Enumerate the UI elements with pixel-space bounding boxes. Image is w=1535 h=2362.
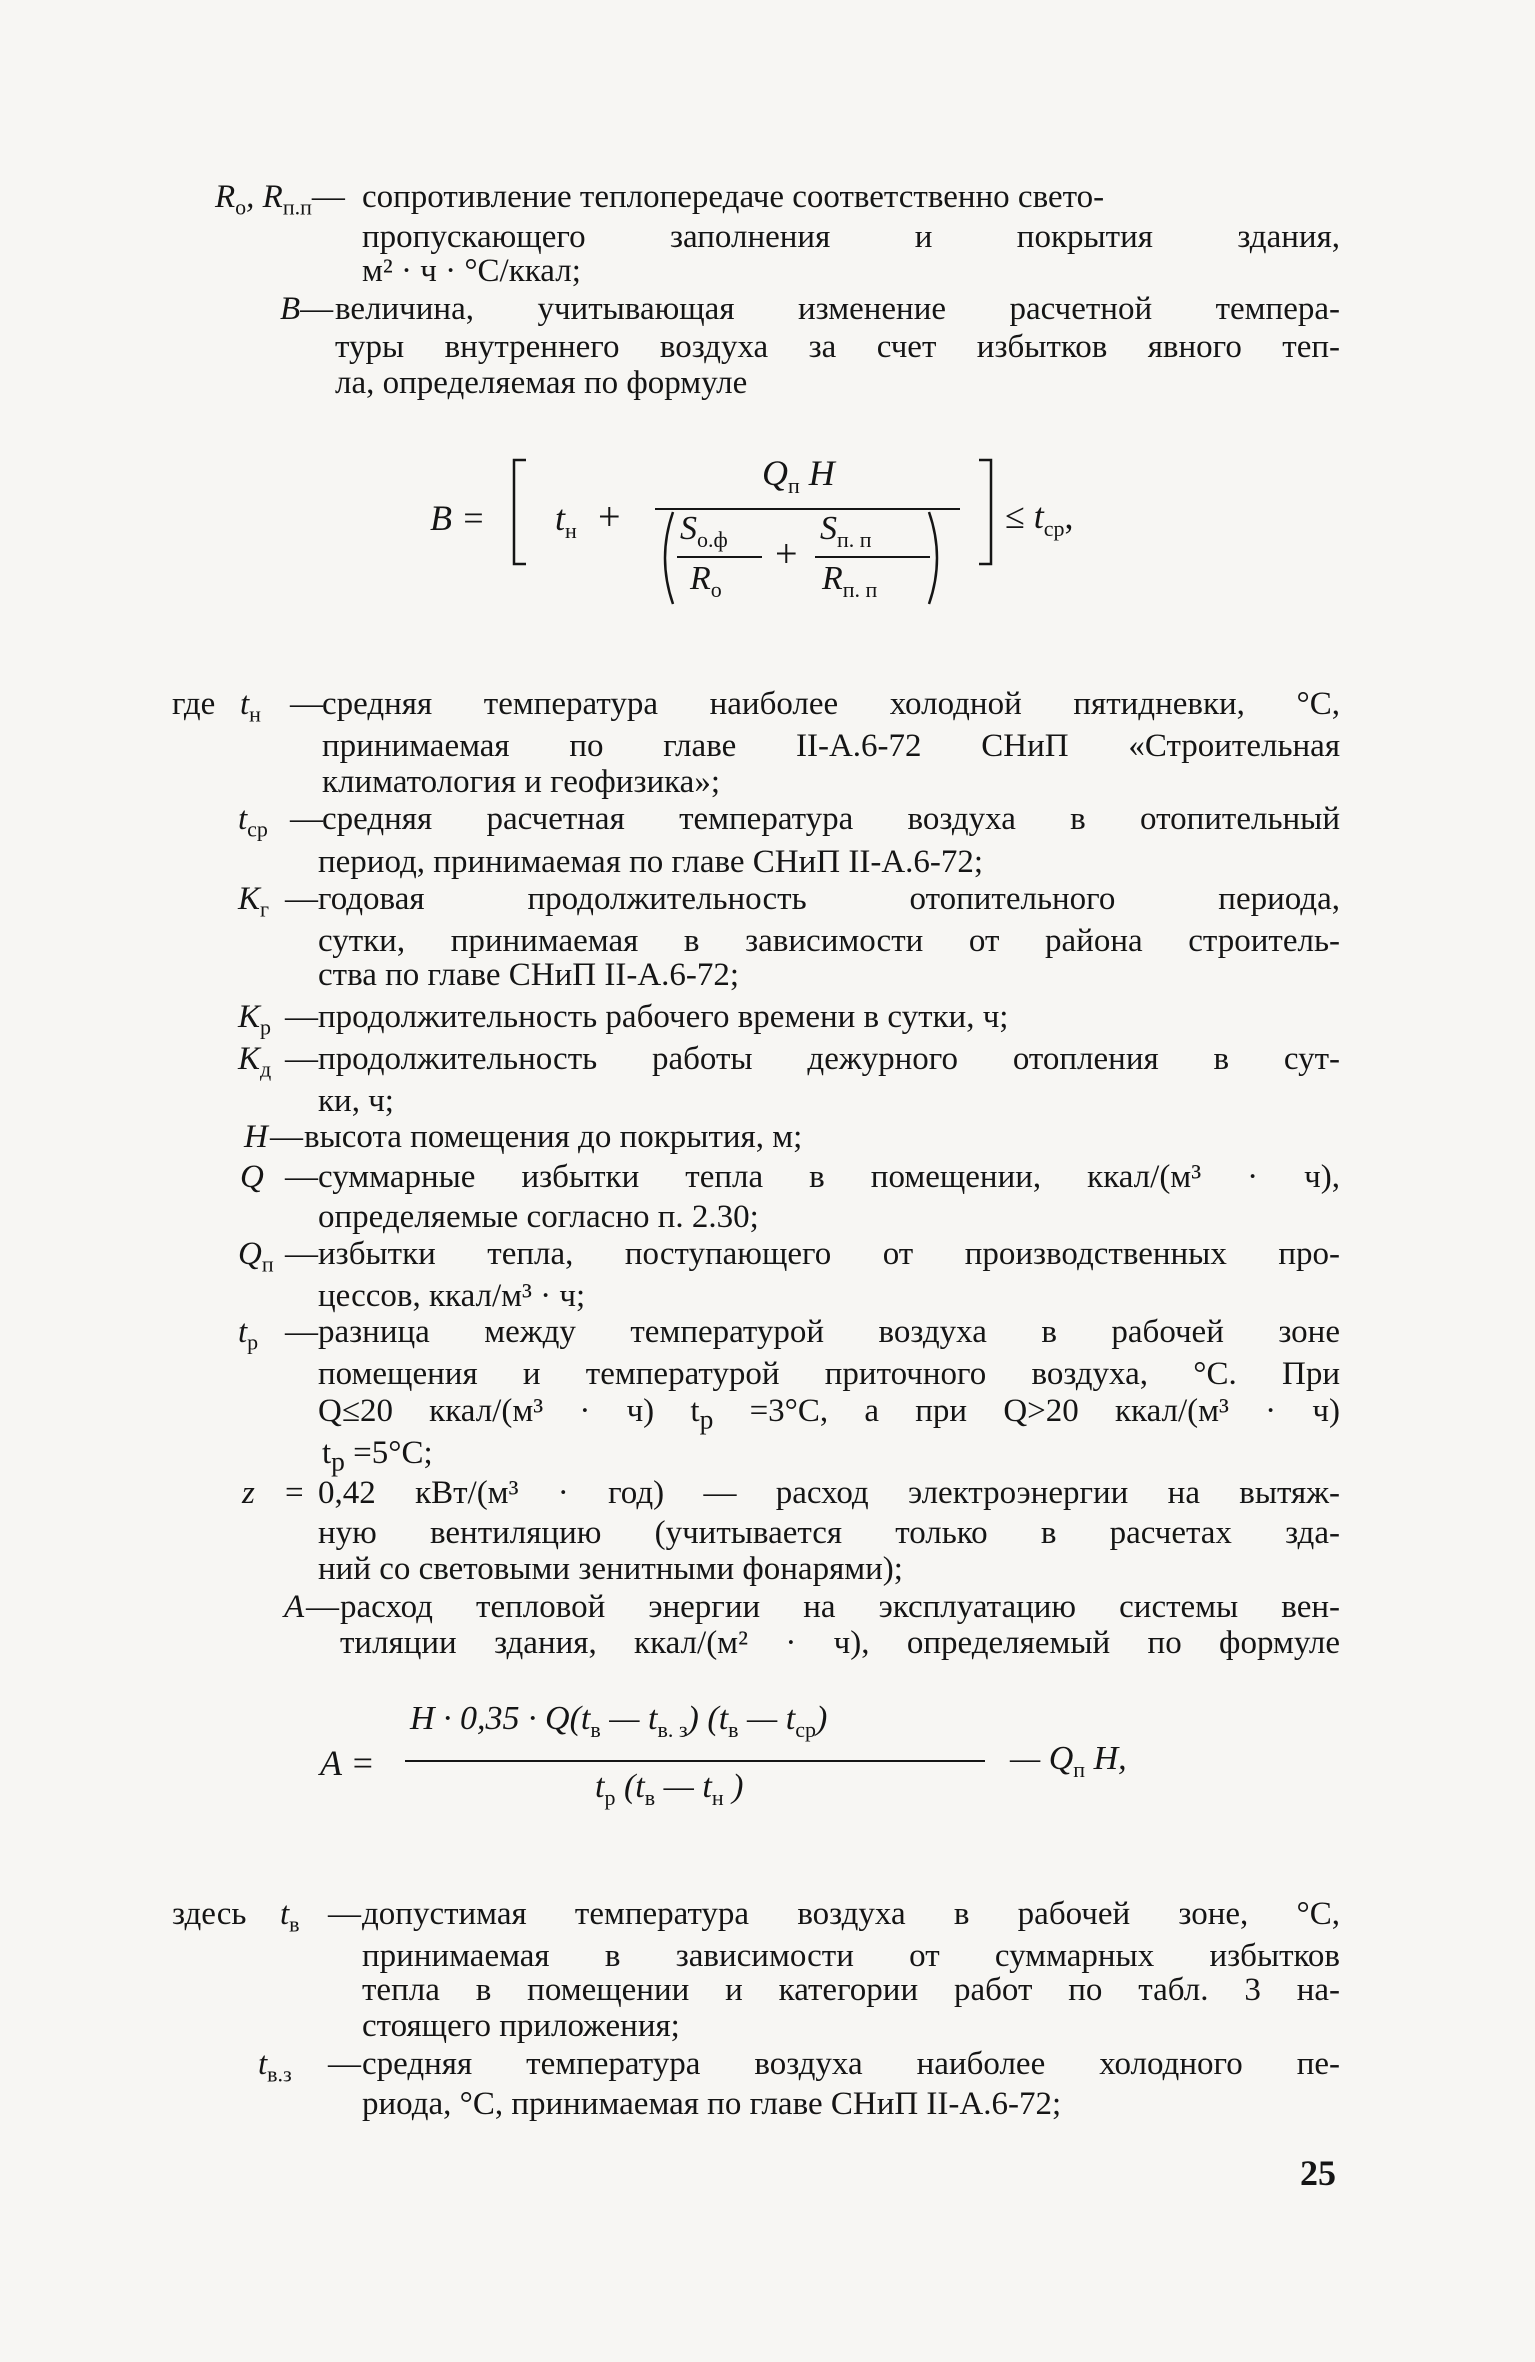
def-tcp-line: средняя расчетная температура воздуха в отопительный xyxy=(322,801,1340,837)
def-tr-line: помещения и температурой приточного воздуха, °С. При xyxy=(318,1356,1340,1392)
def-tr-line: разница между температурой воздуха в рабочей зоне xyxy=(318,1314,1340,1350)
formula-a-numerator: $H \cdot 0,35 \cdot Q(t_в$ — $t_{в. з}$) ($t_в$ — $t_{ср}$) xyxy=(410,1700,828,1742)
def-kr-dash: — xyxy=(285,999,318,1035)
def-a-line: расход тепловой энергии на эксплуатацию системы вен- xyxy=(340,1589,1340,1625)
formula-b-plus: + xyxy=(598,494,621,539)
def-tn-line: принимаемая по главе II-А.6-72 СНиП «Строительная xyxy=(322,728,1340,764)
def-kg-line: сутки, принимаемая в зависимости от района строитель- xyxy=(318,923,1340,959)
def-kg-line: годовая продолжительность отопительного периода, xyxy=(318,881,1340,917)
def-b-symbol: B— xyxy=(280,291,334,327)
def-z-line: ний со световыми зенитными фонарями); xyxy=(318,1551,903,1587)
def-kd-symbol: $K_д$ xyxy=(238,1041,272,1082)
def-r-symbols: $R_о$, $R_{п.п}—$ xyxy=(215,179,345,220)
def-tv-line: принимаемая в зависимости от суммарных избытков xyxy=(362,1938,1340,1974)
formula-a-lhs: A = xyxy=(320,1743,375,1783)
def-z-symbol: z xyxy=(242,1475,255,1511)
def-tcp-line: период, принимаемая по главе СНиП II-А.6-72; xyxy=(318,844,984,880)
def-tvz-dash: — xyxy=(328,2046,361,2082)
def-qp-line: цессов, ккал/м³ · ч; xyxy=(318,1278,586,1314)
formula-b-r2: $R_{п. п}$ xyxy=(822,560,878,602)
formula-b-right-bracket xyxy=(975,458,995,568)
def-lead-gde: где xyxy=(172,686,216,722)
def-r-line: м² · ч · °С/ккал; xyxy=(362,253,581,289)
def-q-dash: — xyxy=(285,1159,318,1195)
def-r-line: пропускающего заполнения и покрытия здания, xyxy=(362,219,1340,255)
def-tv-symbol: $t_в$ xyxy=(280,1896,300,1937)
def-z-line: 0,42 кВт/(м³ · год) — расход электроэнергии на вытяж- xyxy=(318,1475,1340,1511)
def-r-line: сопротивление теплопередаче соответственно свето- xyxy=(362,179,1105,215)
formula-b-s1-bar xyxy=(677,556,762,558)
def-lead-zdes: здесь xyxy=(172,1896,247,1932)
formula-b-s2: $S_{п. п}$ xyxy=(820,510,872,552)
def-h-dash: — xyxy=(270,1119,303,1155)
def-kg-dash: — xyxy=(285,881,318,917)
def-tcp-dash: — xyxy=(290,801,323,837)
def-tn-dash: — xyxy=(290,686,323,722)
def-tr-line: $t_р =5^\circ С$; xyxy=(322,1435,433,1477)
def-q-line: определяемые согласно п. 2.30; xyxy=(318,1199,759,1235)
formula-b-left-bracket xyxy=(510,458,530,568)
def-tv-line: стоящего приложения; xyxy=(362,2008,680,2044)
def-b-line: туры внутреннего воздуха за счет избытков явного теп- xyxy=(335,329,1340,365)
def-qp-symbol: $Q_п$ xyxy=(238,1236,274,1277)
formula-b-r1: $R_о$ xyxy=(690,560,722,602)
def-tcp-symbol: $t_{ср}$ xyxy=(238,801,268,842)
def-tvz-line: средняя температура воздуха наиболее холодного пе- xyxy=(362,2046,1340,2082)
def-a-symbol: A xyxy=(284,1589,305,1625)
def-a-dash: — xyxy=(306,1589,339,1625)
def-b-line: ла, определяемая по формуле xyxy=(335,365,748,401)
formula-b-left-paren xyxy=(655,508,677,608)
formula-a-tail: — $Q_п$ H, xyxy=(1010,1740,1127,1782)
def-tr-line-html: Q≤20 ккал/(м³ · ч) $t_р =3^\circ С$, а при Q>20 ккал/(м³ · ч) xyxy=(318,1393,1340,1435)
def-z-line: ную вентиляцию (учитывается только в расчетах зда- xyxy=(318,1515,1340,1551)
def-z-eq: = xyxy=(285,1475,304,1511)
formula-b-right-paren xyxy=(925,508,947,608)
def-kd-line: продолжительность работы дежурного отопления в сут- xyxy=(318,1041,1340,1077)
def-tv-line: тепла в помещении и категории работ по табл. 3 на- xyxy=(362,1972,1340,2008)
def-q-line: суммарные избытки тепла в помещении, ккал/(м³ · ч), xyxy=(318,1159,1340,1195)
formula-b-rhs: ≤ $t_{ср}$, xyxy=(1005,496,1074,542)
def-tr-symbol: $t_р$ xyxy=(238,1314,259,1355)
def-kr-symbol: $K_р$ xyxy=(238,999,272,1040)
def-tv-dash: — xyxy=(328,1896,361,1932)
def-kr-line: продолжительность рабочего времени в сутки, ч; xyxy=(318,999,1009,1035)
def-b-line: величина, учитывающая изменение расчетной темпера- xyxy=(335,291,1340,327)
formula-b-lhs: B = xyxy=(430,498,486,538)
formula-b-numerator: $Q_п$ H xyxy=(762,453,835,499)
def-tn-symbol: $t_н$ xyxy=(240,686,261,727)
def-qp-line: избытки тепла, поступающего от производственных про- xyxy=(318,1236,1340,1272)
formula-b-plus2: + xyxy=(775,531,798,576)
def-tr-dash: — xyxy=(285,1314,318,1350)
def-kd-line: ки, ч; xyxy=(318,1083,394,1119)
def-tvz-symbol: $t_{в.з}$ xyxy=(258,2046,292,2087)
formula-b-tn: $t_н$ xyxy=(555,498,577,544)
page-number: 25 xyxy=(1300,2153,1336,2193)
def-tv-line: допустимая температура воздуха в рабочей зоне, °С, xyxy=(362,1896,1340,1932)
def-tn-line: средняя температура наиболее холодной пятидневки, °С, xyxy=(322,686,1340,722)
def-tn-line: климатология и геофизика»; xyxy=(322,764,720,800)
def-kg-line: ства по главе СНиП II-А.6-72; xyxy=(318,957,740,993)
def-qp-dash: — xyxy=(285,1236,318,1272)
formula-a-denominator: $t_р$ ($t_в$ — $t_н$ ) xyxy=(595,1768,744,1810)
formula-b-s2-bar xyxy=(815,556,930,558)
def-tr-line xyxy=(318,1392,1340,1439)
def-h-line: высота помещения до покрытия, м; xyxy=(304,1119,803,1155)
def-q-symbol: Q xyxy=(240,1159,264,1195)
def-h-symbol: H xyxy=(244,1119,268,1155)
def-kg-symbol: $K_г$ xyxy=(238,881,270,922)
def-tvz-line: риода, °С, принимаемая по главе СНиП II-А.6-72; xyxy=(362,2086,1062,2122)
def-kd-dash: — xyxy=(285,1041,318,1077)
def-a-line: тиляции здания, ккал/(м² · ч), определяемый по формуле xyxy=(340,1625,1340,1661)
formula-b-s1: $S_{о.ф}$ xyxy=(680,510,728,552)
formula-a-fraction-bar xyxy=(405,1760,985,1762)
